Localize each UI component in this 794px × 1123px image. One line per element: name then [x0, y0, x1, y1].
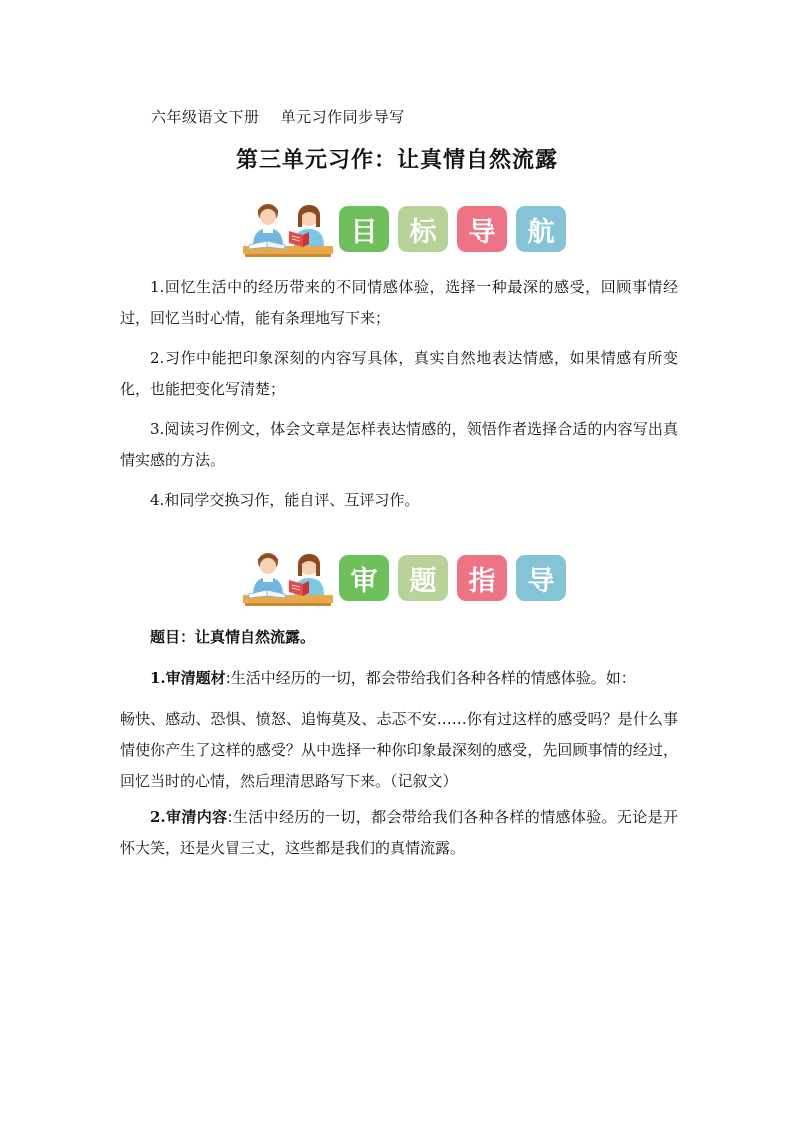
- guide-point-1: 1.审清题材:生活中经历的一切，都会带给我们各种各样的情感体验。如：: [150, 669, 636, 687]
- document-title: 第三单元习作：让真情自然流露: [235, 148, 558, 173]
- students-reading-illustration: [243, 201, 333, 257]
- header-grade: 六年级语文下册: [151, 108, 260, 126]
- guide-point-2: 2.审清内容:生活中经历的一切，都会带给我们各种各样的情感体验。无论是开怀大笑，还是火冒三丈，这些都是我们的真情流露。: [120, 808, 678, 857]
- section-banner-goals: [243, 201, 575, 257]
- students-reading-illustration: [243, 550, 333, 606]
- document-header: [151, 106, 405, 127]
- tile-dao: 导: [457, 206, 507, 252]
- tile-zhi: 指: [457, 555, 507, 601]
- guide-point-1-detail: 畅快、感动、恐惧、愤怒、追悔莫及、忐忑不安……你有过这样的感受吗？是什么事情使你产生了这样的感受？从中选择一种你印象最深刻的感受，先回顾事情的经过，回忆当时的心情，然后理清思路写下来。（记叙文）: [120, 710, 678, 790]
- objectives-list: [120, 272, 678, 516]
- objective-item: 4.和同学交换习作，能自评、互评习作。: [150, 491, 420, 509]
- topic-line: 题目：让真情自然流露。: [150, 628, 316, 646]
- header-subject: 单元习作同步导写: [280, 108, 405, 126]
- tile-biao: 标: [398, 206, 448, 252]
- tile-hang: 航: [516, 206, 566, 252]
- tile-dao2: 导: [516, 555, 566, 601]
- tile-ti: 题: [398, 555, 448, 601]
- tile-shen: 审: [339, 555, 389, 601]
- objective-item: 1.回忆生活中的经历带来的不同情感体验，选择一种最深的感受，回顾事情经过，回忆当时心情，能有条理地写下来；: [120, 278, 678, 327]
- section-banner-topic-guide: [243, 550, 575, 606]
- objective-item: 2.习作中能把印象深刻的内容写具体，真实自然地表达情感，如果情感有所变化，也能把变化写清楚；: [120, 349, 678, 398]
- objective-item: 3.阅读习作例文，体会文章是怎样表达情感的，领悟作者选择合适的内容写出真情实感的方法。: [120, 420, 678, 469]
- tile-mu: 目: [339, 206, 389, 252]
- topic-guide-content: [120, 622, 678, 864]
